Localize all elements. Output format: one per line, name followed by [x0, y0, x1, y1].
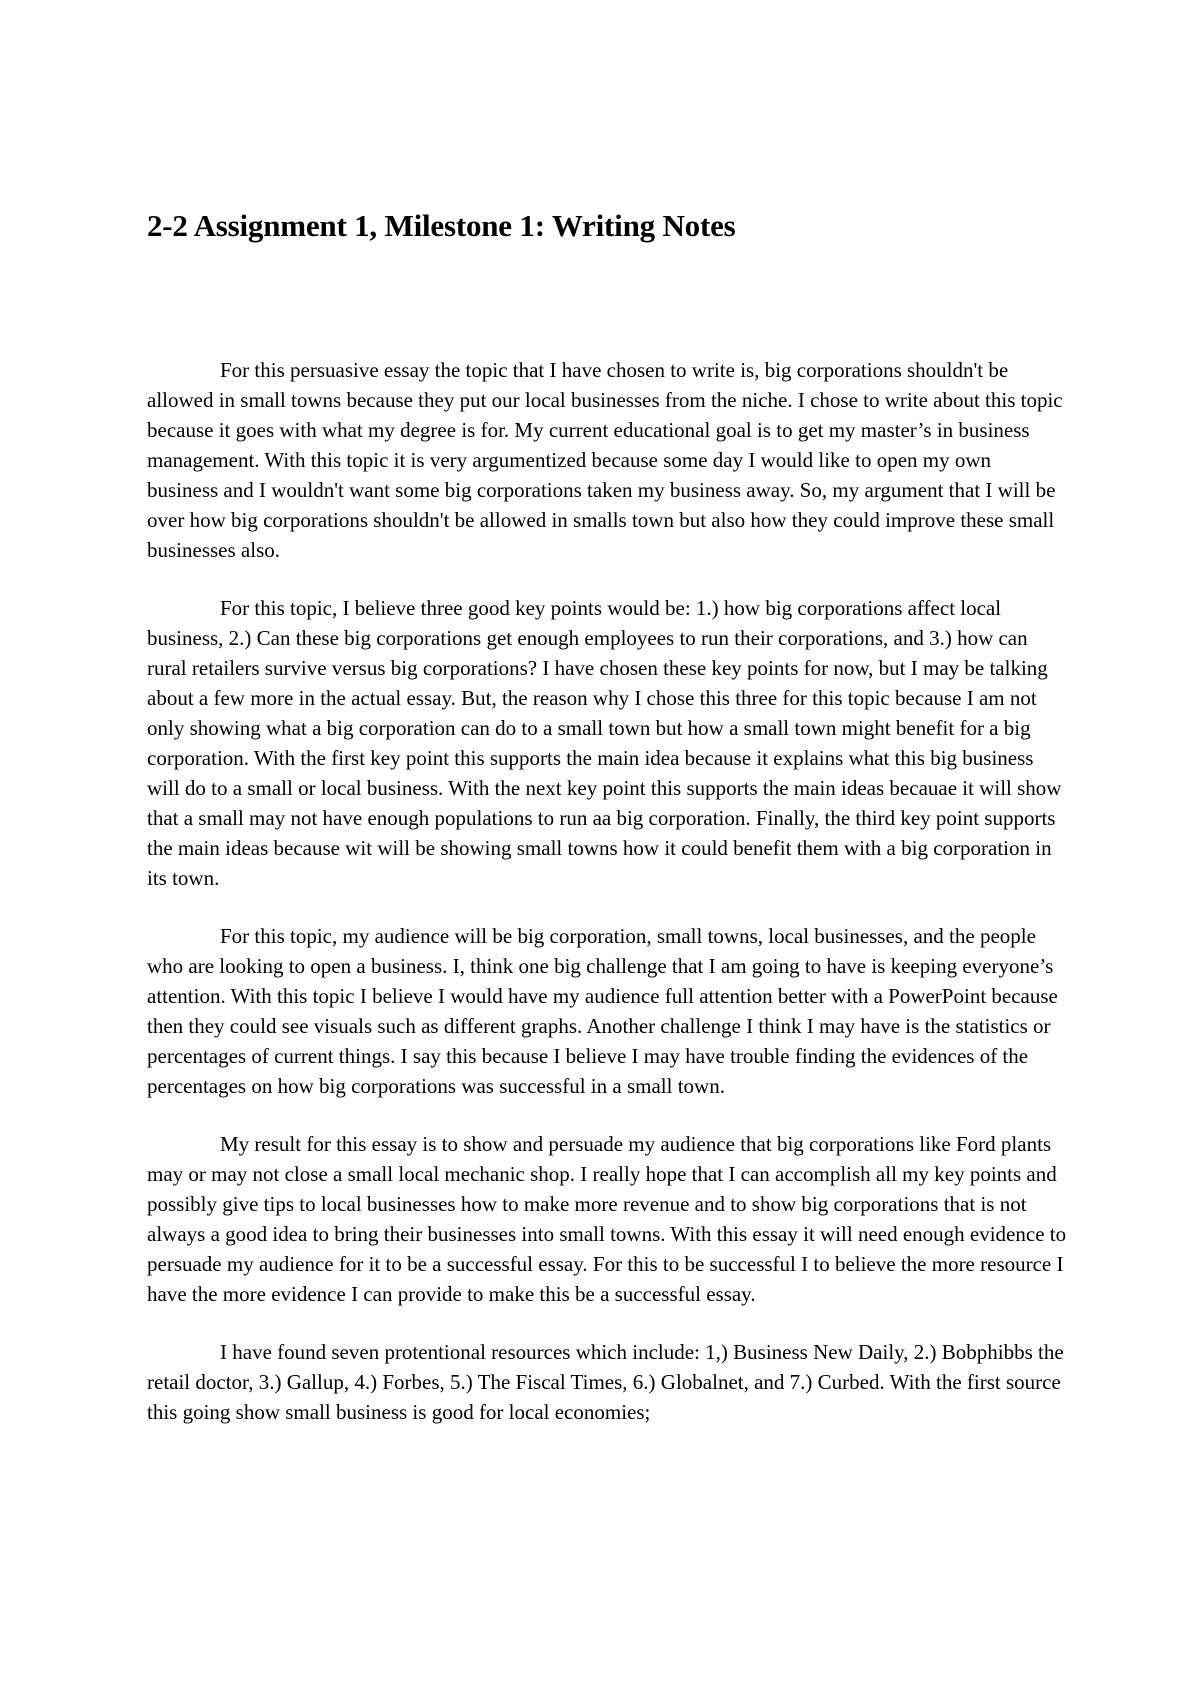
- paragraph-resources: I have found seven protentional resources which include: 1,) Business New Daily, 2.) Bobphibbs the retail doctor, 3.) Gallup, 4.) Forbes, 5.) The Fiscal Times, 6.) Globalnet, and 7.) Curbed. With the first source this going show small business is good for local economies;: [147, 1340, 1064, 1424]
- document-title: 2-2 Assignment 1, Milestone 1: Writing Notes: [147, 208, 736, 243]
- paragraph-audience: For this topic, my audience will be big corporation, small towns, local businesses, and the people who are looking to open a business. I, think one big challenge that I am going to have is keeping everyone’s attention. With this topic I believe I would have my audience full attention better with a PowerPoint because then they could see visuals such as different graphs. Another challenge I think I may have is the statistics or percentages of current things. I say this because I believe I may have trouble finding the evidences of the percentages on how big corporations was successful in a small town.: [147, 924, 1058, 1098]
- paragraph-result: My result for this essay is to show and persuade my audience that big corporations like Ford plants may or may not close a small local mechanic shop. I really hope that I can accomplish all my key points and possibly give tips to local businesses how to make more revenue and to show big corporations that is not always a good idea to bring their businesses into small towns. With this essay it will need enough evidence to persuade my audience for it to be a successful essay. For this to be successful I to believe the more resource I have the more evidence I can provide to make this be a successful essay.: [147, 1132, 1067, 1306]
- paragraph-key-points: For this topic, I believe three good key points would be: 1.) how big corporations affect local business, 2.) Can these big corporations get enough employees to run their corporations, and 3.) how can rural retailers survive versus big corporations? I have chosen these key points for now, but I may be talking about a few more in the actual essay. But, the reason why I chose this three for this topic because I am not only showing what a big corporation can do to a small town but how a small town might benefit for a big corporation. With the first key point this supports the main idea because it explains what this big business will do to a small or local business. With the next key point this supports the main ideas becauae it will show that a small may not have enough populations to run aa big corporation. Finally, the third key point supports the main ideas because wit will be showing small towns how it could benefit them with a big corporation in its town.: [147, 596, 1062, 890]
- paragraph-topic: For this persuasive essay the topic that I have chosen to write is, big corporations shouldn't be allowed in small towns because they put our local businesses from the niche. I chose to write about this topic because it goes with what my degree is for. My current educational goal is to get my master’s in business management. With this topic it is very argumentized because some day I would like to open my own business and I wouldn't want some big corporations taken my business away. So, my argument that I will be over how big corporations shouldn't be allowed in smalls town but also how they could improve these small businesses also.: [147, 358, 1063, 562]
- document-body: [147, 355, 1067, 1427]
